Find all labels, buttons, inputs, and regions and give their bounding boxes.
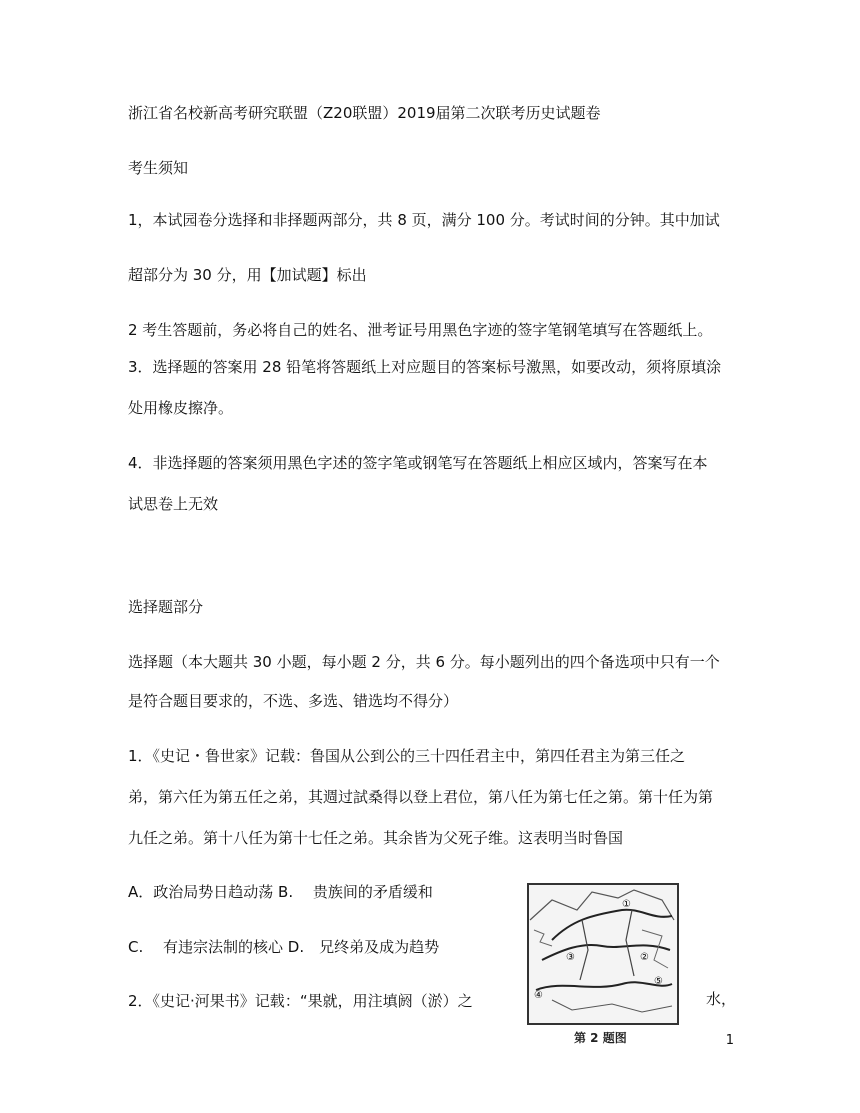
notice-item-3-line-1: 3．选择题的答案用 28 铅笔将答题纸上对应题目的答案标号激黑，如要改动，须将原填涂 bbox=[128, 358, 722, 376]
map-marker-1: ① bbox=[622, 899, 631, 910]
question-1-line-1: 1．《史记・鲁世家》记载：鲁国从公到公的三十四任君主中，第四任君主为第三任之 bbox=[128, 747, 686, 765]
question-2-line-1: 2．《史记·河果书》记载：“果就，用注填阏（淤）之 bbox=[128, 992, 473, 1010]
question-1-options-cd: C. 有违宗法制的核心 D. 兄终弟及成为趋势 bbox=[128, 938, 440, 956]
map-marker-5: ⑤ bbox=[654, 976, 663, 987]
section-intro-line-2: 是符合题目要求的，不选、多选、错选均不得分） bbox=[128, 692, 459, 710]
question-1-line-3: 九任之弟。第十八任为第十七任之弟。其余皆为父死子维。这表明当时鲁国 bbox=[128, 829, 624, 847]
section-intro-line-1: 选择题（本大题共 30 小题，每小题 2 分，共 6 分。每小题列出的四个备选项中只有一个 bbox=[128, 653, 720, 671]
notice-heading: 考生须知 bbox=[128, 159, 189, 177]
notice-item-3-line-2: 处用橡皮擦净。 bbox=[128, 399, 234, 417]
question-2-map-figure bbox=[522, 880, 684, 1045]
notice-item-4-line-2: 试思卷上无效 bbox=[128, 495, 219, 513]
notice-item-1-line-1: 1，本试园卷分选择和非择题两部分，共 8 页，满分 100 分。考试时间的分钟。其中加试 bbox=[128, 211, 720, 229]
river-map-icon bbox=[522, 880, 684, 1026]
page-number: 1 bbox=[725, 1033, 734, 1048]
question-1-line-2: 弟，第六任为第五任之弟，其週过試桑得以登上君位，第八任为第七任之第。第十任为第 bbox=[128, 788, 714, 806]
document-title: 浙江省名校新高考研究联盟（Z20联盟）2019届第二次联考历史试题卷 bbox=[128, 104, 601, 122]
notice-item-2: 2 考生答题前，务必将自己的姓名、泄考证号用黑色字迹的签字笔钢笔填写在答题纸上。 bbox=[128, 321, 713, 339]
notice-item-1-line-2: 超部分为 30 分，用【加试题】标出 bbox=[128, 266, 367, 284]
map-marker-4: ④ bbox=[534, 990, 543, 1001]
figure-caption: 第 2 题图 bbox=[574, 1031, 627, 1045]
question-2-line-1-tail: 水， bbox=[706, 990, 737, 1008]
map-marker-3: ③ bbox=[566, 952, 575, 963]
section-heading: 选择题部分 bbox=[128, 598, 204, 616]
question-1-options-ab: A．政治局势日趋动荡 B. 贵族间的矛盾缓和 bbox=[128, 883, 433, 901]
notice-item-4-line-1: 4．非选择题的答案须用黑色字述的签字笔或钢笔写在答题纸上相应区域内，答案写在本 bbox=[128, 454, 708, 472]
map-marker-2: ② bbox=[640, 952, 649, 963]
